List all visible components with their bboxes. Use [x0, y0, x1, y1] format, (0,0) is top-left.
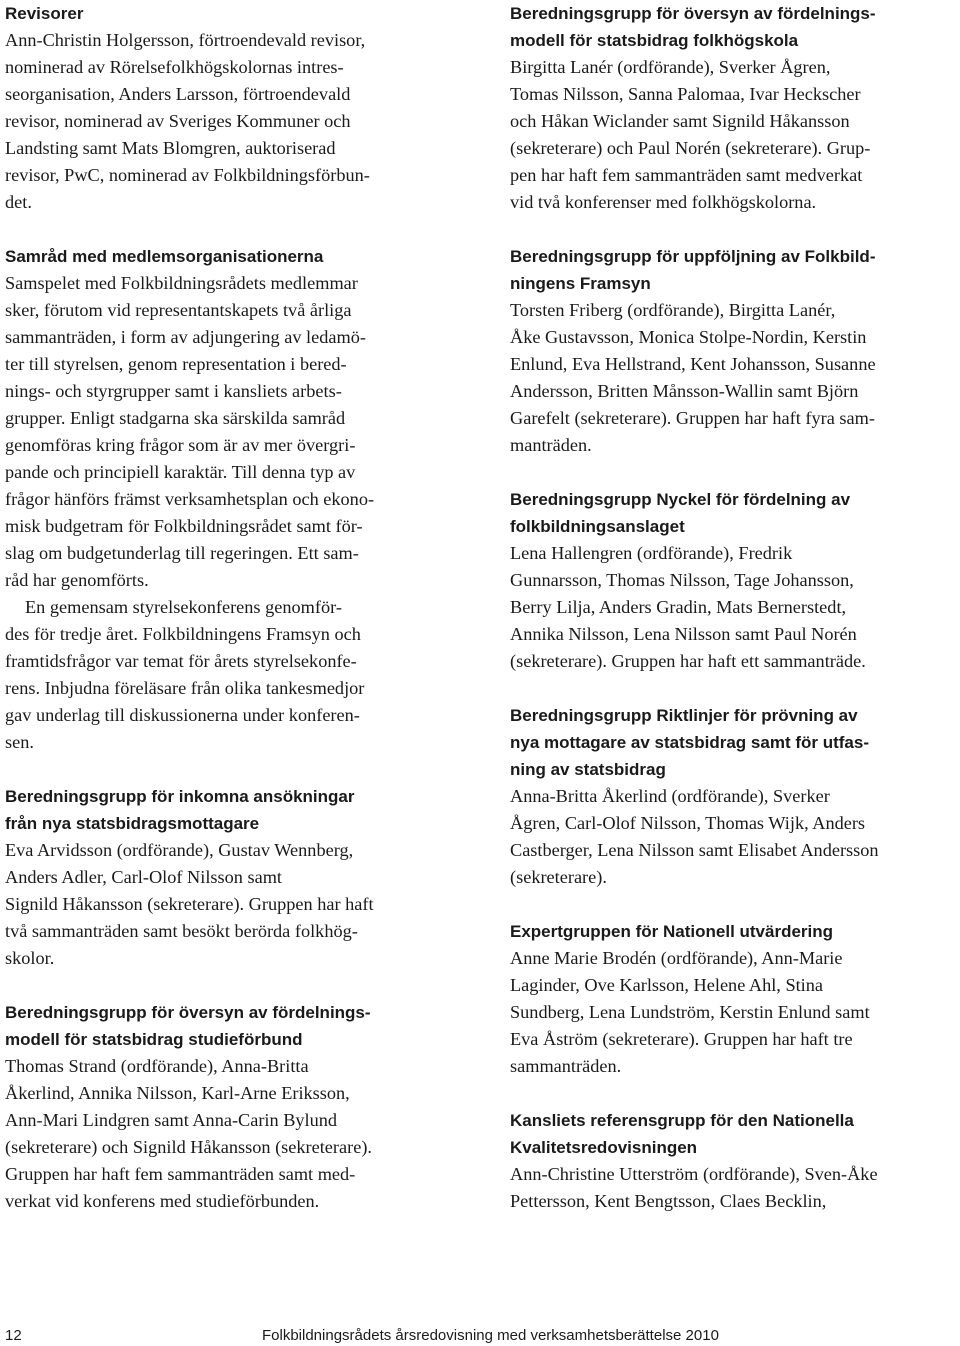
heading-line: från nya statsbidragsmottagare: [5, 814, 260, 833]
heading-line: Kansliets referensgrupp för den Nationella: [510, 1111, 854, 1130]
text-line: frågor hänförs främst verksamhetsplan och ekono-: [5, 489, 375, 509]
heading-line: folkbildningsanslaget: [510, 517, 685, 536]
text-line: genomföras kring frågor som är av mer övergri-: [5, 435, 356, 455]
section-heading: [510, 918, 960, 945]
heading-line: modell för statsbidrag folkhögskola: [510, 31, 799, 50]
text-line: pen har haft fem sammanträden samt medverkat: [510, 165, 863, 185]
section-body: [510, 945, 960, 1080]
text-line: Pettersson, Kent Bengtsson, Claes Becklin,: [510, 1191, 827, 1211]
text-line: misk budgetram för Folkbildningsrådet samt för-: [5, 516, 363, 536]
text-line: Åkerlind, Annika Nilsson, Karl-Arne Eriksson,: [5, 1083, 350, 1103]
section-heading: [5, 0, 460, 27]
text-line: sker, förutom vid representantskapets två årliga: [5, 300, 352, 320]
heading-line: ning av statsbidrag: [510, 760, 666, 779]
heading-line: Beredningsgrupp för uppföljning av Folkbild-: [510, 247, 876, 266]
section-body: [510, 540, 960, 675]
text-line: En gemensam styrelsekonferens genomför-: [25, 597, 342, 617]
text-line: sammanträden, i form av adjungering av ledamö-: [5, 327, 366, 347]
text-line: grupper. Enligt stadgarna ska särskilda samråd: [5, 408, 346, 428]
text-line: manträden.: [510, 435, 592, 455]
text-line: Lena Hallengren (ordförande), Fredrik: [510, 543, 793, 563]
text-line: slag om budgetunderlag till regeringen. Ett sam-: [5, 543, 359, 563]
text-line: råd har genomförts.: [5, 570, 149, 590]
left-column: [5, 0, 460, 1215]
text-line: Garefelt (sekreterare). Gruppen har haft fyra sam-: [510, 408, 875, 428]
text-line: Birgitta Lanér (ordförande), Sverker Ågren,: [510, 57, 831, 77]
text-line: verkat vid konferens med studieförbunden.: [5, 1191, 320, 1211]
heading-line: Revisorer: [5, 4, 84, 23]
text-line: Anna-Britta Åkerlind (ordförande), Sverker: [510, 786, 830, 806]
text-line: Landsting samt Mats Blomgren, auktoriserad: [5, 138, 336, 158]
text-line: Annika Nilsson, Lena Nilsson samt Paul Norén: [510, 624, 857, 644]
heading-line: Beredningsgrupp för översyn av fördelnings-: [5, 1003, 371, 1022]
section-heading: [5, 243, 460, 270]
text-line: pande och principiell karaktär. Till denna typ av: [5, 462, 356, 482]
text-line: Torsten Friberg (ordförande), Birgitta Lanér,: [510, 300, 836, 320]
text-line: och Håkan Wiclander samt Signild Håkansson: [510, 111, 850, 131]
text-line: skolor.: [5, 948, 55, 968]
text-line: sen.: [5, 732, 34, 752]
text-line: seorganisation, Anders Larsson, förtroendevald: [5, 84, 351, 104]
text-line: Eva Åström (sekreterare). Gruppen har haft tre: [510, 1029, 853, 1049]
section-heading: [510, 486, 960, 540]
heading-line: ningens Framsyn: [510, 274, 651, 293]
text-line: det.: [5, 192, 32, 212]
text-line: revisor, nominerad av Sveriges Kommuner och: [5, 111, 351, 131]
section-heading: [5, 783, 460, 837]
text-line: Castberger, Lena Nilsson samt Elisabet Andersson: [510, 840, 879, 860]
heading-line: nya mottagare av statsbidrag samt för utfas-: [510, 733, 869, 752]
text-line: (sekreterare) och Signild Håkansson (sekreterare).: [5, 1137, 372, 1157]
section-body: [510, 54, 960, 216]
section-referensgrupp: [510, 1107, 960, 1215]
heading-line: Beredningsgrupp för översyn av fördelnings-: [510, 4, 876, 23]
text-line: Samspelet med Folkbildningsrådets medlemmar: [5, 273, 358, 293]
text-line: rens. Inbjudna föreläsare från olika tankesmedjor: [5, 678, 365, 698]
text-line: des för tredje året. Folkbildningens Framsyn och: [5, 624, 361, 644]
text-line: vid två konferenser med folkhögskolorna.: [510, 192, 817, 212]
text-line: Berry Lilja, Anders Gradin, Mats Bernerstedt,: [510, 597, 847, 617]
text-line: Ann-Mari Lindgren samt Anna-Carin Bylund: [5, 1110, 338, 1130]
section-heading: [510, 243, 960, 297]
text-line: (sekreterare). Gruppen har haft ett sammanträde.: [510, 651, 866, 671]
text-line: Eva Arvidsson (ordförande), Gustav Wennberg,: [5, 840, 354, 860]
text-line: nings- och styrgrupper samt i kansliets arbets-: [5, 381, 342, 401]
footer-title: Folkbildningsrådets årsredovisning med verksamhetsberättelse 2010: [262, 1327, 719, 1344]
text-line: Sundberg, Lena Lundström, Kerstin Enlund samt: [510, 1002, 870, 1022]
section-body: [510, 1161, 960, 1215]
section-heading: [5, 999, 460, 1053]
heading-line: Samråd med medlemsorganisationerna: [5, 247, 324, 266]
section-expertgruppen: [510, 918, 960, 1080]
text-line: framtidsfrågor var temat för årets styrelsekonfe-: [5, 651, 357, 671]
text-line: revisor, PwC, nominerad av Folkbildningsförbun-: [5, 165, 370, 185]
text-line: Gruppen har haft fem sammanträden samt med-: [5, 1164, 356, 1184]
section-inkomna-ansokningar: [5, 783, 460, 972]
text-line: Thomas Strand (ordförande), Anna-Britta: [5, 1056, 309, 1076]
heading-line: Beredningsgrupp Riktlinjer för prövning av: [510, 706, 858, 725]
heading-line: Kvalitetsredovisningen: [510, 1138, 698, 1157]
section-heading: [510, 1107, 960, 1161]
section-body: [510, 783, 960, 891]
section-nyckel: [510, 486, 960, 675]
page-number: 12: [5, 1327, 22, 1344]
text-line: Laginder, Ove Karlsson, Helene Ahl, Stina: [510, 975, 824, 995]
text-line: Anders Adler, Carl-Olof Nilsson samt: [5, 867, 283, 887]
text-line: två sammanträden samt besökt berörda folkhög-: [5, 921, 358, 941]
text-line: Gunnarsson, Thomas Nilsson, Tage Johansson,: [510, 570, 854, 590]
heading-line: Expertgruppen för Nationell utvärdering: [510, 922, 834, 941]
text-line: Enlund, Eva Hellstrand, Kent Johansson, Susanne: [510, 354, 876, 374]
text-line: (sekreterare).: [510, 867, 607, 887]
section-heading: [510, 0, 960, 54]
text-line: ter till styrelsen, genom representation i bered-: [5, 354, 347, 374]
text-line: Signild Håkansson (sekreterare). Gruppen har haft: [5, 894, 374, 914]
text-line: Andersson, Britten Månsson-Wallin samt Björn: [510, 381, 859, 401]
section-folkhogskola: [510, 0, 960, 216]
text-line: (sekreterare) och Paul Norén (sekreterare). Grup-: [510, 138, 871, 158]
section-body: [510, 297, 960, 459]
text-line: Åke Gustavsson, Monica Stolpe-Nordin, Kerstin: [510, 327, 867, 347]
heading-line: Beredningsgrupp Nyckel för fördelning av: [510, 490, 851, 509]
section-studieforbund: [5, 999, 460, 1215]
section-heading: [510, 702, 960, 783]
section-body: [5, 27, 460, 216]
text-line: nominerad av Rörelsefolkhögskolornas intres-: [5, 57, 344, 77]
right-column: [510, 0, 960, 1215]
section-framsyn: [510, 243, 960, 459]
section-body: [5, 270, 460, 756]
section-riktlinjer: [510, 702, 960, 891]
heading-line: Beredningsgrupp för inkomna ansökningar: [5, 787, 355, 806]
text-line: Ann-Christine Utterström (ordförande), Sven-Åke: [510, 1164, 878, 1184]
section-samrad: [5, 243, 460, 756]
text-line: Tomas Nilsson, Sanna Palomaa, Ivar Heckscher: [510, 84, 861, 104]
section-body: [5, 1053, 460, 1215]
text-line: sammanträden.: [510, 1056, 622, 1076]
section-revisorer: [5, 0, 460, 216]
text-line: Ann-Christin Holgersson, förtroendevald revisor,: [5, 30, 366, 50]
section-body: [5, 837, 460, 972]
text-line: Anne Marie Brodén (ordförande), Ann-Marie: [510, 948, 843, 968]
text-line: gav underlag till diskussionerna under konferen-: [5, 705, 360, 725]
heading-line: modell för statsbidrag studieförbund: [5, 1030, 303, 1049]
text-line: Ågren, Carl-Olof Nilsson, Thomas Wijk, Anders: [510, 813, 866, 833]
